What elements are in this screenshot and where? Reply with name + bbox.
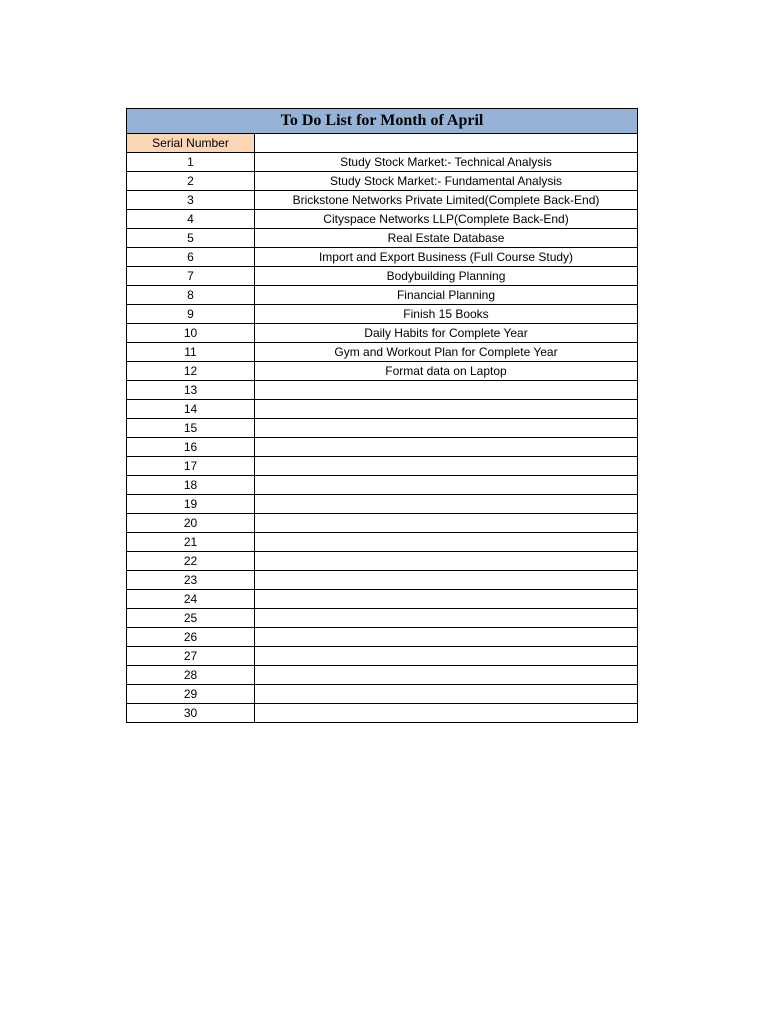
table-row: [127, 552, 638, 571]
serial-number-cell: 20: [127, 514, 255, 533]
table-row: [127, 229, 638, 248]
serial-number-cell: 25: [127, 609, 255, 628]
serial-number-cell: 9: [127, 305, 255, 324]
serial-number-cell: 10: [127, 324, 255, 343]
task-cell: [255, 400, 638, 419]
table-row: [127, 495, 638, 514]
task-cell: [255, 609, 638, 628]
task-cell: Finish 15 Books: [255, 305, 638, 324]
table-row: [127, 514, 638, 533]
serial-number-cell: 26: [127, 628, 255, 647]
table-row: [127, 191, 638, 210]
header-row: [127, 134, 638, 153]
serial-number-cell: 21: [127, 533, 255, 552]
serial-number-cell: 7: [127, 267, 255, 286]
serial-number-cell: 22: [127, 552, 255, 571]
task-cell: Bodybuilding Planning: [255, 267, 638, 286]
todo-table: [126, 108, 638, 723]
serial-number-cell: 29: [127, 685, 255, 704]
task-cell: [255, 533, 638, 552]
table-row: [127, 343, 638, 362]
task-cell: Cityspace Networks LLP(Complete Back-End): [255, 210, 638, 229]
task-cell: Study Stock Market:- Technical Analysis: [255, 153, 638, 172]
table-row: [127, 571, 638, 590]
task-cell: [255, 590, 638, 609]
serial-number-cell: 17: [127, 457, 255, 476]
serial-number-cell: 24: [127, 590, 255, 609]
serial-number-cell: 27: [127, 647, 255, 666]
table-row: [127, 267, 638, 286]
task-cell: [255, 647, 638, 666]
serial-number-cell: 13: [127, 381, 255, 400]
serial-number-cell: 19: [127, 495, 255, 514]
serial-number-cell: 16: [127, 438, 255, 457]
table-row: [127, 438, 638, 457]
table-row: [127, 324, 638, 343]
serial-number-cell: 30: [127, 704, 255, 723]
task-cell: [255, 552, 638, 571]
table-row: [127, 419, 638, 438]
task-cell: [255, 704, 638, 723]
serial-number-cell: 8: [127, 286, 255, 305]
task-cell: [255, 419, 638, 438]
serial-number-cell: 28: [127, 666, 255, 685]
table-row: [127, 666, 638, 685]
task-cell: Import and Export Business (Full Course Study): [255, 248, 638, 267]
serial-number-cell: 14: [127, 400, 255, 419]
serial-number-cell: 12: [127, 362, 255, 381]
serial-number-cell: 1: [127, 153, 255, 172]
task-cell: Format data on Laptop: [255, 362, 638, 381]
table-row: [127, 590, 638, 609]
task-cell: [255, 685, 638, 704]
table-row: [127, 628, 638, 647]
task-cell: [255, 476, 638, 495]
task-cell: Daily Habits for Complete Year: [255, 324, 638, 343]
task-cell: Gym and Workout Plan for Complete Year: [255, 343, 638, 362]
table-row: [127, 248, 638, 267]
title-row: [127, 109, 638, 134]
task-cell: Study Stock Market:- Fundamental Analysis: [255, 172, 638, 191]
serial-number-cell: 11: [127, 343, 255, 362]
table-row: [127, 647, 638, 666]
table-row: [127, 685, 638, 704]
table-row: [127, 381, 638, 400]
serial-number-cell: 18: [127, 476, 255, 495]
task-cell: [255, 571, 638, 590]
table-row: [127, 362, 638, 381]
task-cell: [255, 495, 638, 514]
task-cell: Real Estate Database: [255, 229, 638, 248]
table-row: [127, 305, 638, 324]
table-row: [127, 286, 638, 305]
todo-table-body: [127, 109, 638, 723]
serial-number-cell: 23: [127, 571, 255, 590]
task-cell: [255, 457, 638, 476]
serial-number-cell: 15: [127, 419, 255, 438]
table-row: [127, 457, 638, 476]
serial-number-cell: 6: [127, 248, 255, 267]
task-cell: [255, 514, 638, 533]
table-row: [127, 476, 638, 495]
task-cell: Financial Planning: [255, 286, 638, 305]
table-row: [127, 704, 638, 723]
task-cell: [255, 381, 638, 400]
serial-number-cell: 2: [127, 172, 255, 191]
table-row: [127, 153, 638, 172]
task-cell: [255, 628, 638, 647]
task-header: [255, 134, 638, 153]
task-cell: Brickstone Networks Private Limited(Complete Back-End): [255, 191, 638, 210]
table-row: [127, 210, 638, 229]
serial-number-header: Serial Number: [127, 134, 255, 153]
table-row: [127, 172, 638, 191]
table-row: [127, 400, 638, 419]
serial-number-cell: 5: [127, 229, 255, 248]
table-row: [127, 609, 638, 628]
task-cell: [255, 438, 638, 457]
serial-number-cell: 3: [127, 191, 255, 210]
task-cell: [255, 666, 638, 685]
table-row: [127, 533, 638, 552]
serial-number-cell: 4: [127, 210, 255, 229]
page-title: To Do List for Month of April: [127, 109, 638, 134]
